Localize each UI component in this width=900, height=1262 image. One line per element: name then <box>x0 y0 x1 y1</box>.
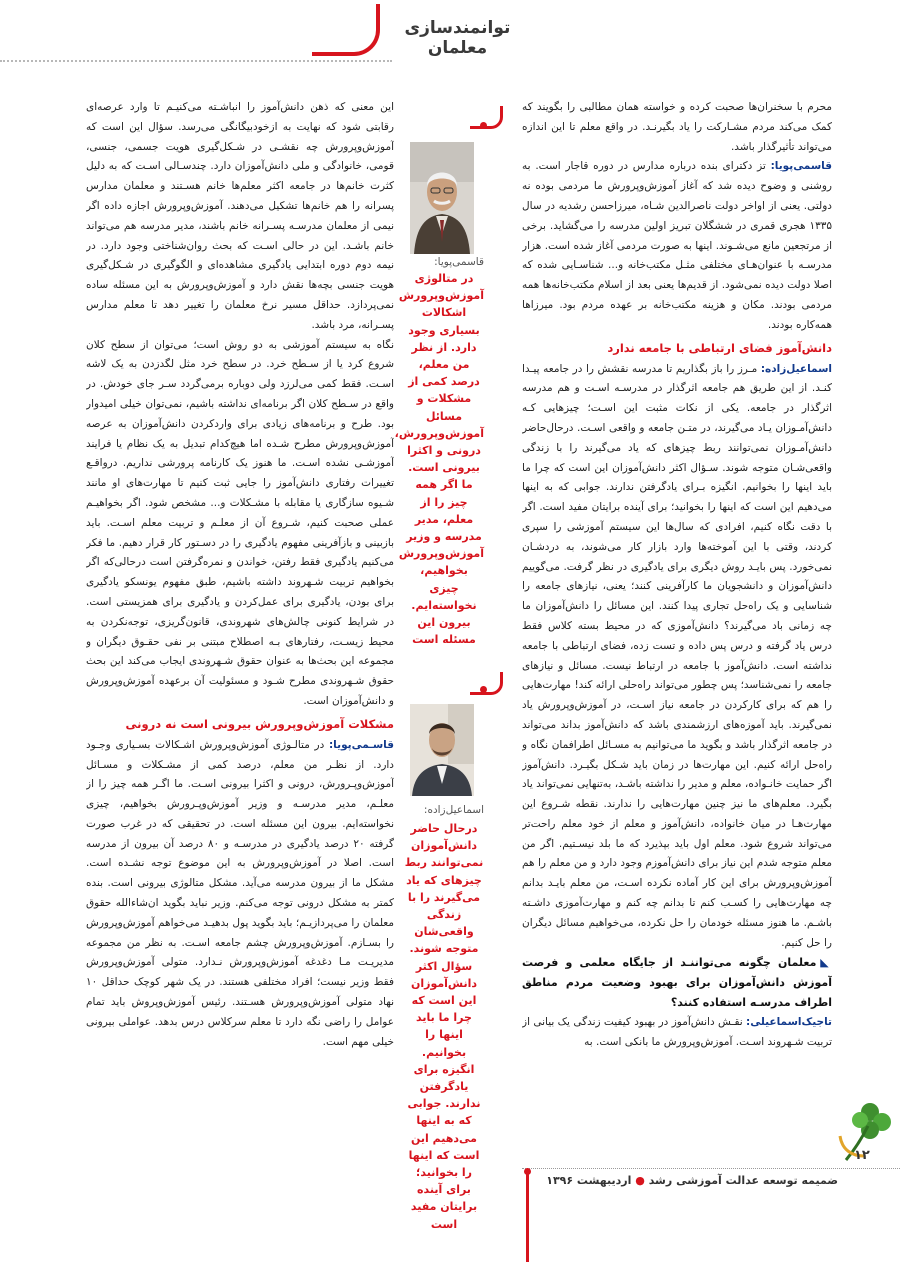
sidebar-speaker-label: اسماعیل‌زاده: <box>423 804 484 816</box>
footer-supplement: ضمیمه توسعه عدالت آموزشی <box>676 1174 838 1187</box>
header-bracket-ornament <box>312 4 380 56</box>
interview-question <box>522 953 832 1012</box>
paragraph <box>86 736 394 1053</box>
sidebar-marker-dot-top <box>480 122 487 129</box>
paragraph-text: این معنی که ذهن دانش‌آموز را انباشـته می‌کنیـم تا وارد عرصه‌ای رقابتی شود که نهایت به ازخودبیگانگی می‌رسد. سؤال این است که آموزش‌وپرورش چه نقشـی در شـکل‌گیری هویت جسمی، جنسی، قومی، خانوادگی و ملی دانش‌آموزان دارد. چندسـالی اسـت که به دلیل کثرت خانم‌ها در جامعه اکثر معلم‌ها خانم هسـتند و معلمان مدارس پسرانه را هم خانم‌ها تشکیل می‌دهند. آموزش‌وپرورش اجازه داده اگر نیمی از معلمان مدرسـه پسـرانه خانم باشند، مدیر مدرسه هم می‌تواند خانم باشـد. این در حالی اسـت که بحث روان‌شناختی وجود دارد. در نیمه دوم دوره ابتدایی یادگیری مشاهده‌ای و الگوگیری در شـکل‌گیری هویت جنسی بچه‌ها نقش دارد و آموزش‌وپرورش به این مسئله ساده نمی‌پردازد. حداقل مسیر نرخ معلمان را تغییر دهد تا معلم مدارس پسـرانه، مرد باشد. <box>86 101 394 331</box>
paragraph <box>522 98 832 157</box>
footer-separator-icon: ● <box>635 1174 645 1187</box>
paragraph <box>86 98 394 336</box>
header-dotted-rule <box>0 60 392 62</box>
article-column-right <box>522 98 832 1113</box>
question-marker-icon: ◣ <box>820 956 832 970</box>
section-title: توانمندسازی معلمان <box>404 18 511 58</box>
header-bracket-dots: ....... <box>314 44 348 58</box>
paragraph-text: نقـش دانش‌آموز در بهبود کیفیت زندگی یک بیانی از تربیت شـهروند اسـت. آموزش‌وپرورش ما بانکی است. به <box>522 1015 832 1048</box>
paragraph-text: مـرز را باز بگذاریم تا مدرسه نقشش را در جامعه پیـدا کنـد. از این طریق هم جامعه اثرگذار در مدرسـه اسـت و هم مدرسه اثرگذار در جامعه. یکی از نکات مثبت این اسـت؛ چیزهایی کـه دانش‌آمـوزان یـاد می‌گیرند، در متـن جامعه و واقعی اسـت. درحال‌حاضر دانش‌آمـوزان نمی‌توانند ربط چیزهای که یاد می‌گیرند را با زندگی واقعی‌شـان متوجه شوند. سـؤال اکثر دانش‌آموزان این است که چرا ما باید اینها را بخوانیم. انگیزه بـرای یادگرفتن ندارند. جوابی که به اینها می‌دهیم این است که اینها را بخوانید؛ برای آینده برایتان مفید است. اگر با دقت نگاه کنیم، افرادی که سال‌ها این سیستم آموزشی را سپری کردند، وقتی با این آموخته‌ها وارد بازار کار می‌شوند، به دردشـان نمی‌خورد. پس بایـد روش دیگری برای یادگیری در نظر گرفت. می‌گوییم دانش‌آموزان و دانشجویان ما کارآفرینی کنند؛ یعنی، نیازهای جامعه را شناسایی و یک راه‌حل تجاری پیدا کنند. این مسائل را دانش‌آموزان ما چه زمانی باد می‌گیرند؟ دانش‌آموزی که در محیط بسته کلاس فقط درس یاد گرفته و درس پس داده و تست زده، فضای ارتباطی با جامعه نداشته است. دانش‌آموز با جامعه در ارتباط نیست. مسائل و نیازهای جامعه را نمی‌شناسد؛ پس چطور می‌تواند راه‌حلی ارائه کند! مهارت‌هایی را هم که برای کارکردن در جامعه نیاز اسـت، در آموزش‌وپرورش یاد نمی‌گیرند. باید آموزه‌های ارزشمندی باشد که دانش‌آموز بداند می‌تواند در جامعه اثرگذار باشد و بگوید ما می‌توانیم به مسـائل اطرافمان نگاه و راه‌حل ارائه کنیم. این مهارت‌ها در زمان باید شـکل بگیـرد. دانش‌آموز اگر حمایت خانـواده، معلم و مدیر را نداشته باشـد، به‌تنهایی نمی‌تواند یاد بگیرد. معلم‌های ما نیز چنین مهارت‌هایی را ندارند. نقطه شـروع این مهارت‌هـا در میان خانواده، دانش‌آموز و معلم از خود معلم راحت‌تر می‌تواند شروع شود. معلم اول باید بپذیرد که ما بلد نیسـتیم. اگر من معلم متوجه شدم این نیاز برای دانش‌آموزم وجود دارد و من معلم را هم آموزش‌وپرورش برای این کار آماده نکرده اسـت، من معلم بایـد بدانم چه مهارت‌هایی را کسـب کنم تا بدانم چه کنم و مهارت‌آموزی داشـته باشـم. ما هنوز مسئله خودمان را حل نکرده، می‌خواهیم مسائل دیگران را حل کنیم. <box>522 362 832 949</box>
footer-date: اردیبهشت ۱۳۹۶ <box>546 1174 632 1187</box>
portrait-photo-esmaeilzadeh <box>410 704 474 796</box>
pull-quote: در متالوژی آموزش‌وپرورش اشکالات بسیاری وجود دارد. از نظر من معلم، درصد کمی از مشکلات و مسائل آموزش‌وپرورش، درونی و اکثرا بیرونی است. ما اگر همه چیز را از معلم، مدیر مدرسه و وزیر آموزش‌وپرورش بخواهیم، چیزی نخواسته‌ایم. بیرون این مسئله است <box>394 272 484 647</box>
footer-magazine: رشد <box>648 1174 673 1187</box>
paragraph <box>522 360 832 954</box>
sidebar-marker-bottom <box>470 672 503 695</box>
paragraph-text: تز دکترای بنده درباره مدارس در دوره قاجار است. به روشنی و وضوح دیده شد که آغاز آموزش‌وپرورش ما مردمی بوده نه دولتی. یعنی از اواخر دولت ناصرالدین شـاه، میرزاحسن رشدیه در سال ۱۳۳۵ هجری قمری در ششگلان تبریز اولین مدرسه را می‌گشاید. برخی از مرتجعین مانع می‌شـوند. اینها به صورت مردمی آغاز شده است. هزار مدرسـه با عنوان‌هـای مختلفی مثـل مکتب‌خانه و... شناسـایی شده که اصلا دولت دیده نمی‌شود. از قدیم‌ها یعنی بعد از اسلام مکتب‌خانه‌ها همه مردمی بودند. مکان و هزینه مکتب‌خانه بر عهده مردم بود. میرزاها همه‌کاره بودند. <box>522 160 832 331</box>
footer-credit <box>538 1174 838 1187</box>
speaker-name: اسماعیل‌زاده: <box>760 362 832 375</box>
article-column-left <box>86 98 394 1113</box>
subheading: دانش‌آموز فضای ارتباطی با جامعه ندارد <box>607 340 832 355</box>
portrait-photo-ghasemi-pouya <box>410 142 474 254</box>
paragraph-text: در متالـوژی آموزش‌وپرورش اشـکالات بسـیاری وجـود دارد. از نظـر من معلم، درصد کمی از مشـکلات و مسـائل آموزش‌وپـرورش، درونی و اکثرا بیرونی اسـت. ما اگـر همه چیز را از معلـم، مدیر مدرسـه و وزیر آموزش‌وپـرورش بخواهیم، چیزی نخواسته‌ایم. بیرون این مسئله است. در تحقیقی که در غرب صورت گرفته ۲۰ درصد یادگیری در مدرسـه و ۸۰ درصد آن بیرون از مدرسه است. اصلا در آموزش‌وپرورش به این موضوع توجه نشـده است. مشکل ما از بیرون مدرسه می‌آید. مشکل متالوژی بیرونی است. بنده کمتر به مشکل درونی توجه می‌کنم. وزیر نباید بگوید ان‌شاءالله حقوق معلمان را می‌پردازیـم؛ باید بگوید پول بدهیـد می‌خواهم آموزش‌وپرورش را بسـازم. آموزش‌وپرورش چشم جامعه اسـت. به نظر من مجموعه مدیریـت مـا دغدغه آموزش‌وپرورش نـدارد. متولی آموزش‌وپرورش فقط وزیر نیست؛ افراد مختلفی هستند. در یک شهر کوچک حداقل ۱۰ نهاد متولی آموزش‌وپرورش هسـتند. رئیس آموزش‌وپروش باید تمام عوامل را راضی نگه دارد تا معلم سرکلاس درس بدهد. عواملی بیرونی خیلی مهم است. <box>86 738 394 1048</box>
footer-dotted-rule <box>522 1168 900 1169</box>
subheading: مشکلات آموزش‌وپرورش بیرونی است نه درونی <box>125 716 394 731</box>
paragraph <box>522 157 832 335</box>
sidebar-marker-dot-bottom <box>480 686 487 693</box>
question-text: معلمان چگونه می‌تواننـد از جایگاه معلمی و فرصت آموزش دانش‌آموزان برای بهبود وضعیت مردم مناطق اطراف مدرسـه استفاده کنند؟ <box>522 956 832 1010</box>
paragraph <box>522 1013 832 1053</box>
speaker-name: قاسـمی‌پویا: <box>328 738 394 751</box>
paragraph-text: محرم با سخنران‌ها صحبت کرده و خواسته همان مطالبی را بگویند که کمک می‌کند مردم مشـارکت را یاد بگیرنـد. در واقع معلم تا این اندازه می‌تواند تأثیرگذار باشد. <box>522 101 832 153</box>
paragraph <box>86 336 394 712</box>
speaker-name: قاسمی‌پویا: <box>770 160 832 173</box>
page-number: ۱۲ <box>854 1148 870 1163</box>
portrait-ghasemi-image <box>410 142 474 254</box>
footer-red-bar <box>526 1174 529 1262</box>
pull-quote: درحال حاضر دانش‌آموزان نمی‌توانند ربط چیزهای که یاد می‌گیرند را با زندگی واقعی‌شان متوجه شوند. سؤال اکثر دانش‌آموزان این است که چرا ما باید اینها را بخوانیم. انگیزه برای یادگرفتن ندارند. جوابی که به اینها می‌دهیم این است که اینها را بخوانید؛ برای آینده برایتان مفید است <box>404 822 484 1231</box>
speaker-name: تاجیک‌اسماعیلی: <box>746 1015 832 1028</box>
sidebar-speaker-label: قاسمی‌پویا: <box>434 256 484 268</box>
portrait-esmaeilzadeh-image <box>410 704 474 796</box>
paragraph-text: نگاه به سیستم آموزشی به دو روش است؛ می‌توان از سطح کلان شروع کرد یا از سـطح خرد. در سطح خرد مثل لگدزدن به یک لاشه اسـت. فقط کمی می‌لرزد ولی دوباره برمی‌گردد سـر جای خودش. در واقع در سـطح کلان اگر برنامه‌ای نداشته باشیم، نمی‌توان خیلی امیدوار بود. طرح و برنامه‌های زیادی برای واردکردن دانش‌آموزان به عرصه آموزش‌وپرورش مطرح شـده اما هیچ‌کدام تبدیل به یک نظام یا فرایند آموزشـی نشده اسـت. ما هنوز یک کارنامه پرورشی نداریم. درواقـع تغییرات رفتاری دانش‌آموز را جایی ثبت کنیم تا مهارت‌های او مانند شـیوه سازگاری یا مقابله با مشـکلات و... مشخص شود. اگر بخواهیـم عملی صحبت کنیم، شـروع آن از معلـم و تربیت معلم اسـت. باید بازبینی و بازآفرینی مفهوم یادگیری را در دسـتور کار قرار دهیم. ما فکر می‌کنیم یادگیری فقط رفتن، خواندن و نمره‌گرفتن است درحالی‌که اگر بخواهیم تربیت شـهروند داشته باشیم، طبق مفهوم یونسکو یادگیری برای بودن، یادگیری برای عمل‌کردن و یادگیری برای همزیستی است. در شرایط کنونی چالش‌های شهروندی، قانون‌گریزی، توجه‌نکردن به محیط زیسـت، رفتارهای بـه اصطلاح مبتنی بر نفی حقـوق دیگران و مجموعه این بحث‌ها به عنوان حقوق شـهروندی ایجاب می‌کند این بحث حقوق شـهروندی مطرح شـود و مسئولیت آن برعهده آموزش‌وپرورش و دانش‌آموزان است. <box>86 338 394 707</box>
